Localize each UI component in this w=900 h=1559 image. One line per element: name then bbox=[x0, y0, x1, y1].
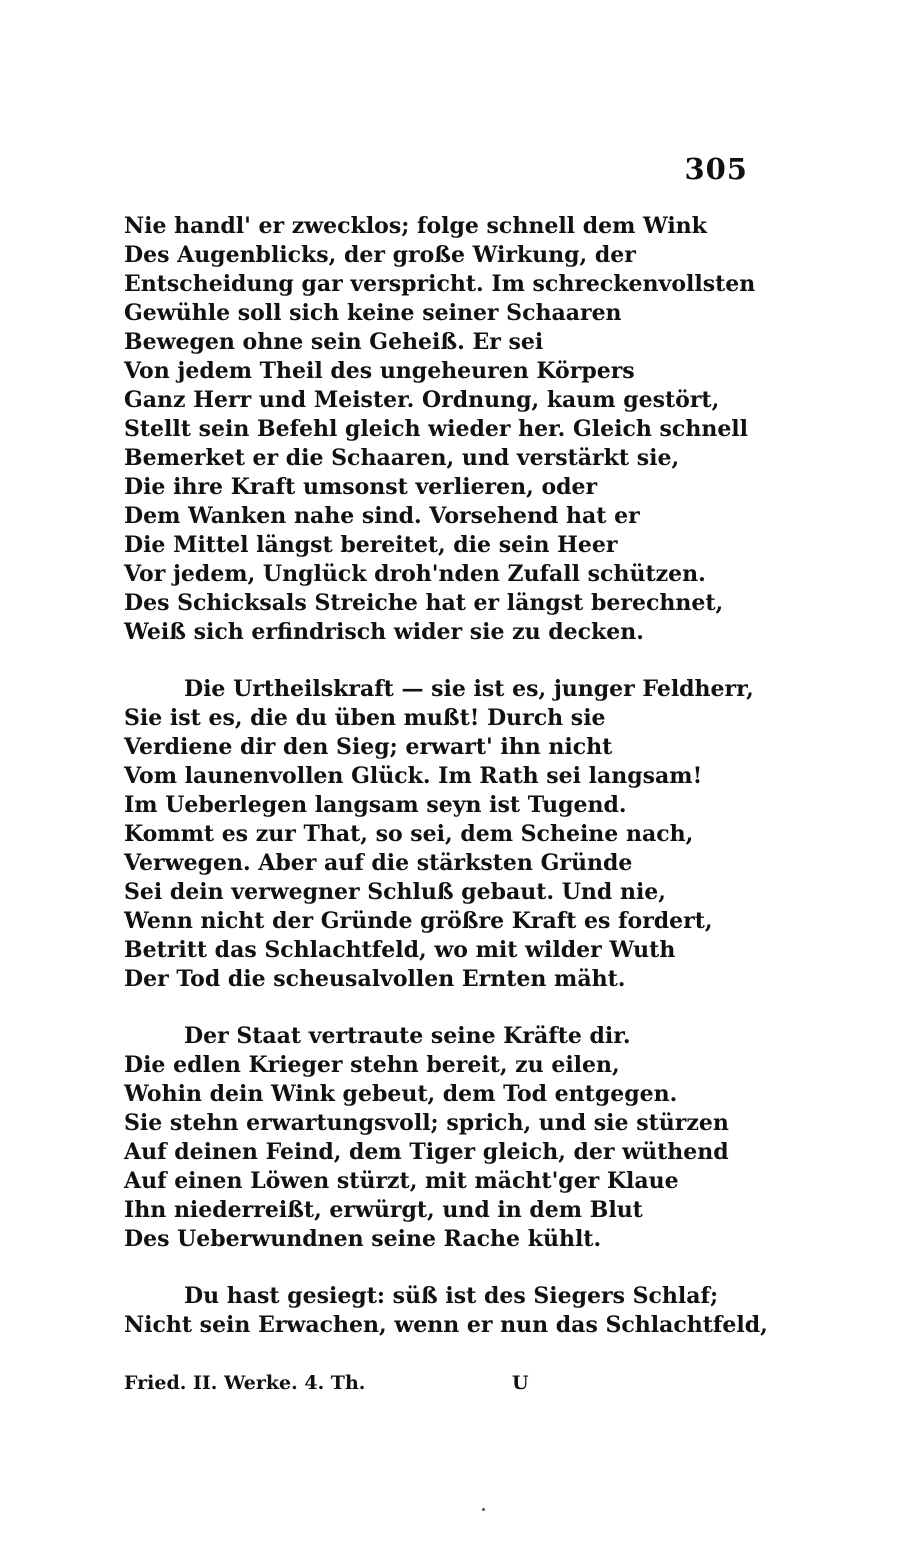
verse-line: Betritt das Schlachtfeld, wo mit wilder Wuth bbox=[124, 937, 676, 963]
stanza-4 bbox=[124, 1282, 768, 1340]
stanza-3 bbox=[124, 1022, 764, 1254]
page-number: 305 bbox=[684, 152, 748, 186]
verse-line: Ihn niederreißt, erwürgt, und in dem Blut bbox=[124, 1197, 643, 1223]
verse-line: Bewegen ohne sein Geheiß. Er sei bbox=[124, 329, 544, 355]
verse-line: Vor jedem, Unglück droh'nden Zufall schützen. bbox=[124, 561, 706, 587]
verse-line: Nie handl' er zwecklos; folge schnell dem Wink bbox=[124, 213, 707, 239]
verse-line: Sei dein verwegner Schluß gebaut. Und nie, bbox=[124, 879, 666, 905]
verse-line: Sie ist es, die du üben mußt! Durch sie bbox=[124, 705, 606, 731]
verse-line: Verwegen. Aber auf die stärksten Gründe bbox=[124, 850, 633, 876]
verse-line: Ganz Herr und Meister. Ordnung, kaum gestört, bbox=[124, 387, 720, 413]
verse-line: Stellt sein Befehl gleich wieder her. Gleich schnell bbox=[124, 416, 749, 442]
poem-text bbox=[124, 212, 768, 1368]
verse-line: Nicht sein Erwachen, wenn er nun das Schlachtfeld, bbox=[124, 1312, 768, 1338]
verse-line: Wohin dein Wink gebeut, dem Tod entgegen. bbox=[124, 1081, 678, 1107]
verse-line: Vom launenvollen Glück. Im Rath sei langsam! bbox=[124, 763, 703, 789]
verse-line: Im Ueberlegen langsam seyn ist Tugend. bbox=[124, 792, 627, 818]
verse-line: Des Schicksals Streiche hat er längst berechnet, bbox=[124, 590, 724, 616]
verse-line: Du hast gesiegt: süß ist des Siegers Schlaf; bbox=[184, 1283, 719, 1309]
page-footer bbox=[124, 1372, 764, 1402]
stanza-2 bbox=[124, 675, 764, 994]
signature-line: Fried. II. Werke. 4. Th. bbox=[124, 1372, 366, 1394]
verse-line: Verdiene dir den Sieg; erwart' ihn nicht bbox=[124, 734, 613, 760]
verse-line: Kommt es zur That, so sei, dem Scheine nach, bbox=[124, 821, 694, 847]
verse-line: Sie stehn erwartungsvoll; sprich, und sie stürzen bbox=[124, 1110, 729, 1136]
verse-line: Bemerket er die Schaaren, und verstärkt sie, bbox=[124, 445, 680, 471]
verse-line: Des Ueberwundnen seine Rache kühlt. bbox=[124, 1226, 602, 1252]
verse-line: Die edlen Krieger stehn bereit, zu eilen, bbox=[124, 1052, 620, 1078]
verse-line: Entscheidung gar verspricht. Im schreckenvollsten bbox=[124, 271, 756, 297]
verse-line: Auf einen Löwen stürzt, mit mächt'ger Klaue bbox=[124, 1168, 679, 1194]
verse-line: Gewühle soll sich keine seiner Schaaren bbox=[124, 300, 622, 326]
paper-speck bbox=[482, 1508, 485, 1511]
verse-line: Des Augenblicks, der große Wirkung, der bbox=[124, 242, 636, 268]
sheet-mark: U bbox=[512, 1372, 529, 1394]
verse-line: Der Staat vertraute seine Kräfte dir. bbox=[184, 1023, 631, 1049]
verse-line: Wenn nicht der Gründe größre Kraft es fordert, bbox=[124, 908, 713, 934]
stanza-1 bbox=[124, 212, 764, 647]
verse-line: Auf deinen Feind, dem Tiger gleich, der wüthend bbox=[124, 1139, 729, 1165]
verse-line: Weiß sich erfindrisch wider sie zu decken. bbox=[124, 619, 644, 645]
verse-line: Die Mittel längst bereitet, die sein Heer bbox=[124, 532, 618, 558]
verse-line: Von jedem Theil des ungeheuren Körpers bbox=[124, 358, 635, 384]
verse-line: Der Tod die scheusalvollen Ernten mäht. bbox=[124, 966, 626, 992]
verse-line: Dem Wanken nahe sind. Vorsehend hat er bbox=[124, 503, 640, 529]
verse-line: Die ihre Kraft umsonst verlieren, oder bbox=[124, 474, 598, 500]
verse-line: Die Urtheilskraft — sie ist es, junger Feldherr, bbox=[184, 676, 754, 702]
